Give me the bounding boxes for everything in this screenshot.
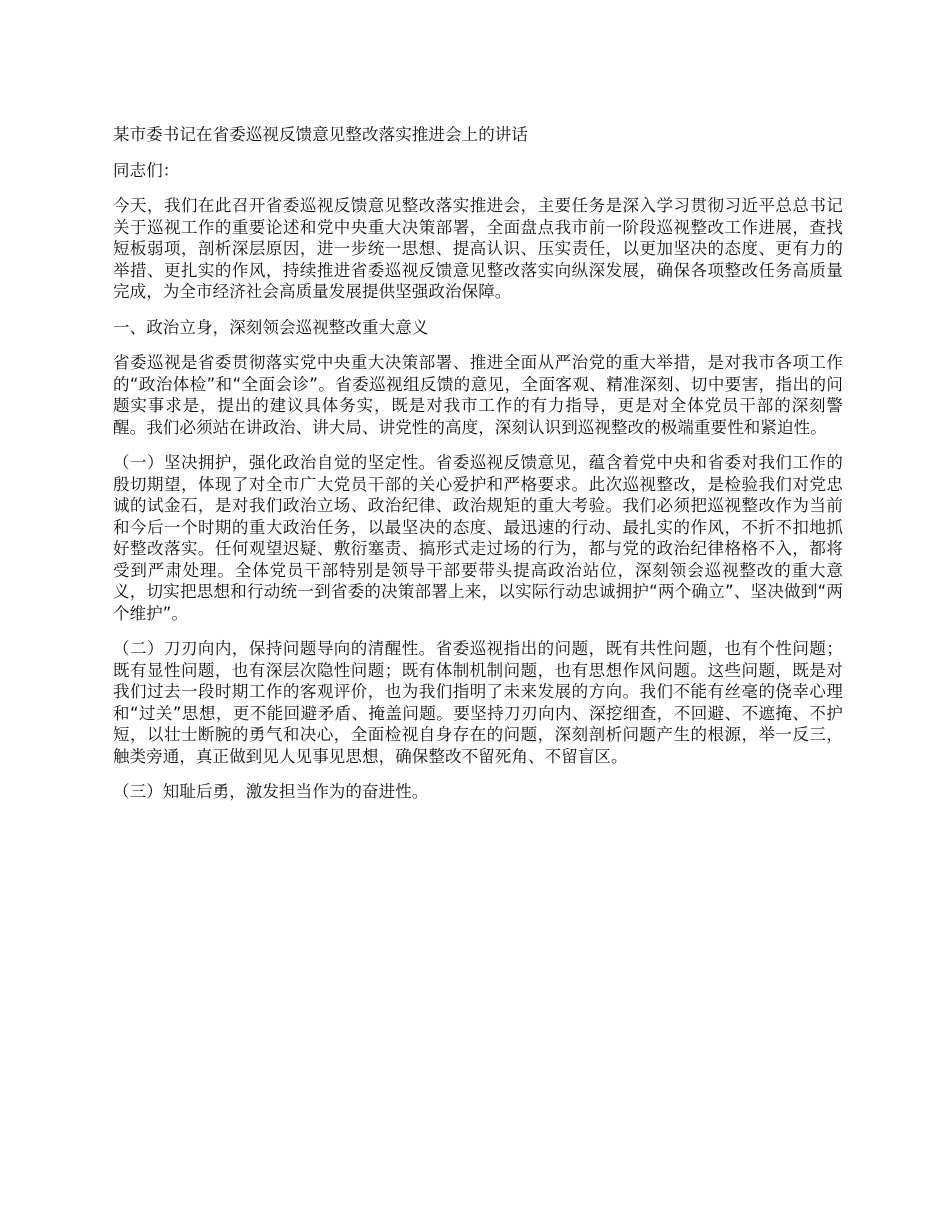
paragraph-section-1: 省委巡视是省委贯彻落实党中央重大决策部署、推进全面从严治党的重大举措，是对我市各项工作的“政治体检”和“全面会诊”。省委巡视组反馈的意见，全面客观、精准深刻、切中要害，指出的问题实事求是，提出的建议具体务实，既是对我市工作的有力指导，更是对全体党员干部的深刻警醒。我们必须站在讲政治、讲大局、讲党性的高度，深刻认识到巡视整改的极端重要性和紧迫性。 <box>113 353 843 437</box>
document-body <box>113 124 843 817</box>
paragraph-intro: 今天，我们在此召开省委巡视反馈意见整改落实推进会，主要任务是深入学习贯彻习近平总总书记关于巡视工作的重要论述和党中央重大决策部署，全面盘点我市前一阶段巡视整改工作进展，查找短板弱项，剖析深层原因，进一步统一思想、提高认识、压实责任，以更加坚决的态度、更有力的举措、更扎实的作风，持续推进省委巡视反馈意见整改落实向纵深发展，确保各项整改任务高质量完成，为全市经济社会高质量发展提供坚强政治保障。 <box>113 196 843 301</box>
section-heading-1: 一、政治立身，深刻领会巡视整改重大意义 <box>113 317 429 337</box>
salutation: 同志们： <box>113 160 180 180</box>
paragraph-subsection-3: （三）知耻后勇，激发担当作为的奋进性。 <box>113 782 429 801</box>
paragraph-subsection-2: （二）刀刃向内，保持问题导向的清醒性。省委巡视指出的问题，既有共性问题，也有个性问题；既有显性问题，也有深层次隐性问题；既有体制机制问题，也有思想作风问题。这些问题，既是对我们过去一段时期工作的客观评价，也为我们指明了未来发展的方向。我们不能有丝毫的侥幸心理和“过关”思想，更不能回避矛盾、掩盖问题。要坚持刀刃向内、深挖细查，不回避、不遮掩、不护短，以壮士断腕的勇气和决心，全面检视自身存在的问题，深刻剖析问题产生的根源，举一反三，触类旁通，真正做到见人见事见思想，确保整改不留死角、不留盲区。 <box>113 639 843 766</box>
paragraph-subsection-1: （一）坚决拥护，强化政治自觉的坚定性。省委巡视反馈意见，蕴含着党中央和省委对我们工作的殷切期望，体现了对全市广大党员干部的关心爱护和严格要求。此次巡视整改，是检验我们对党忠诚的试金石，是对我们政治立场、政治纪律、政治规矩的重大考验。我们必须把巡视整改作为当前和今后一个时期的重大政治任务，以最坚决的态度、最迅速的行动、最扎实的作风，不折不扣地抓好整改落实。任何观望迟疑、敷衍塞责、搞形式走过场的行为，都与党的政治纪律格格不入，都将受到严肃处理。全体党员干部特别是领导干部要带头提高政治站位，深刻领会巡视整改的重大意义，切实把思想和行动统一到省委的决策部署上来，以实际行动忠诚拥护“两个确立”、坚决做到“两个维护”。 <box>113 453 843 623</box>
document-title: 某市委书记在省委巡视反馈意见整改落实推进会上的讲话 <box>113 125 528 144</box>
